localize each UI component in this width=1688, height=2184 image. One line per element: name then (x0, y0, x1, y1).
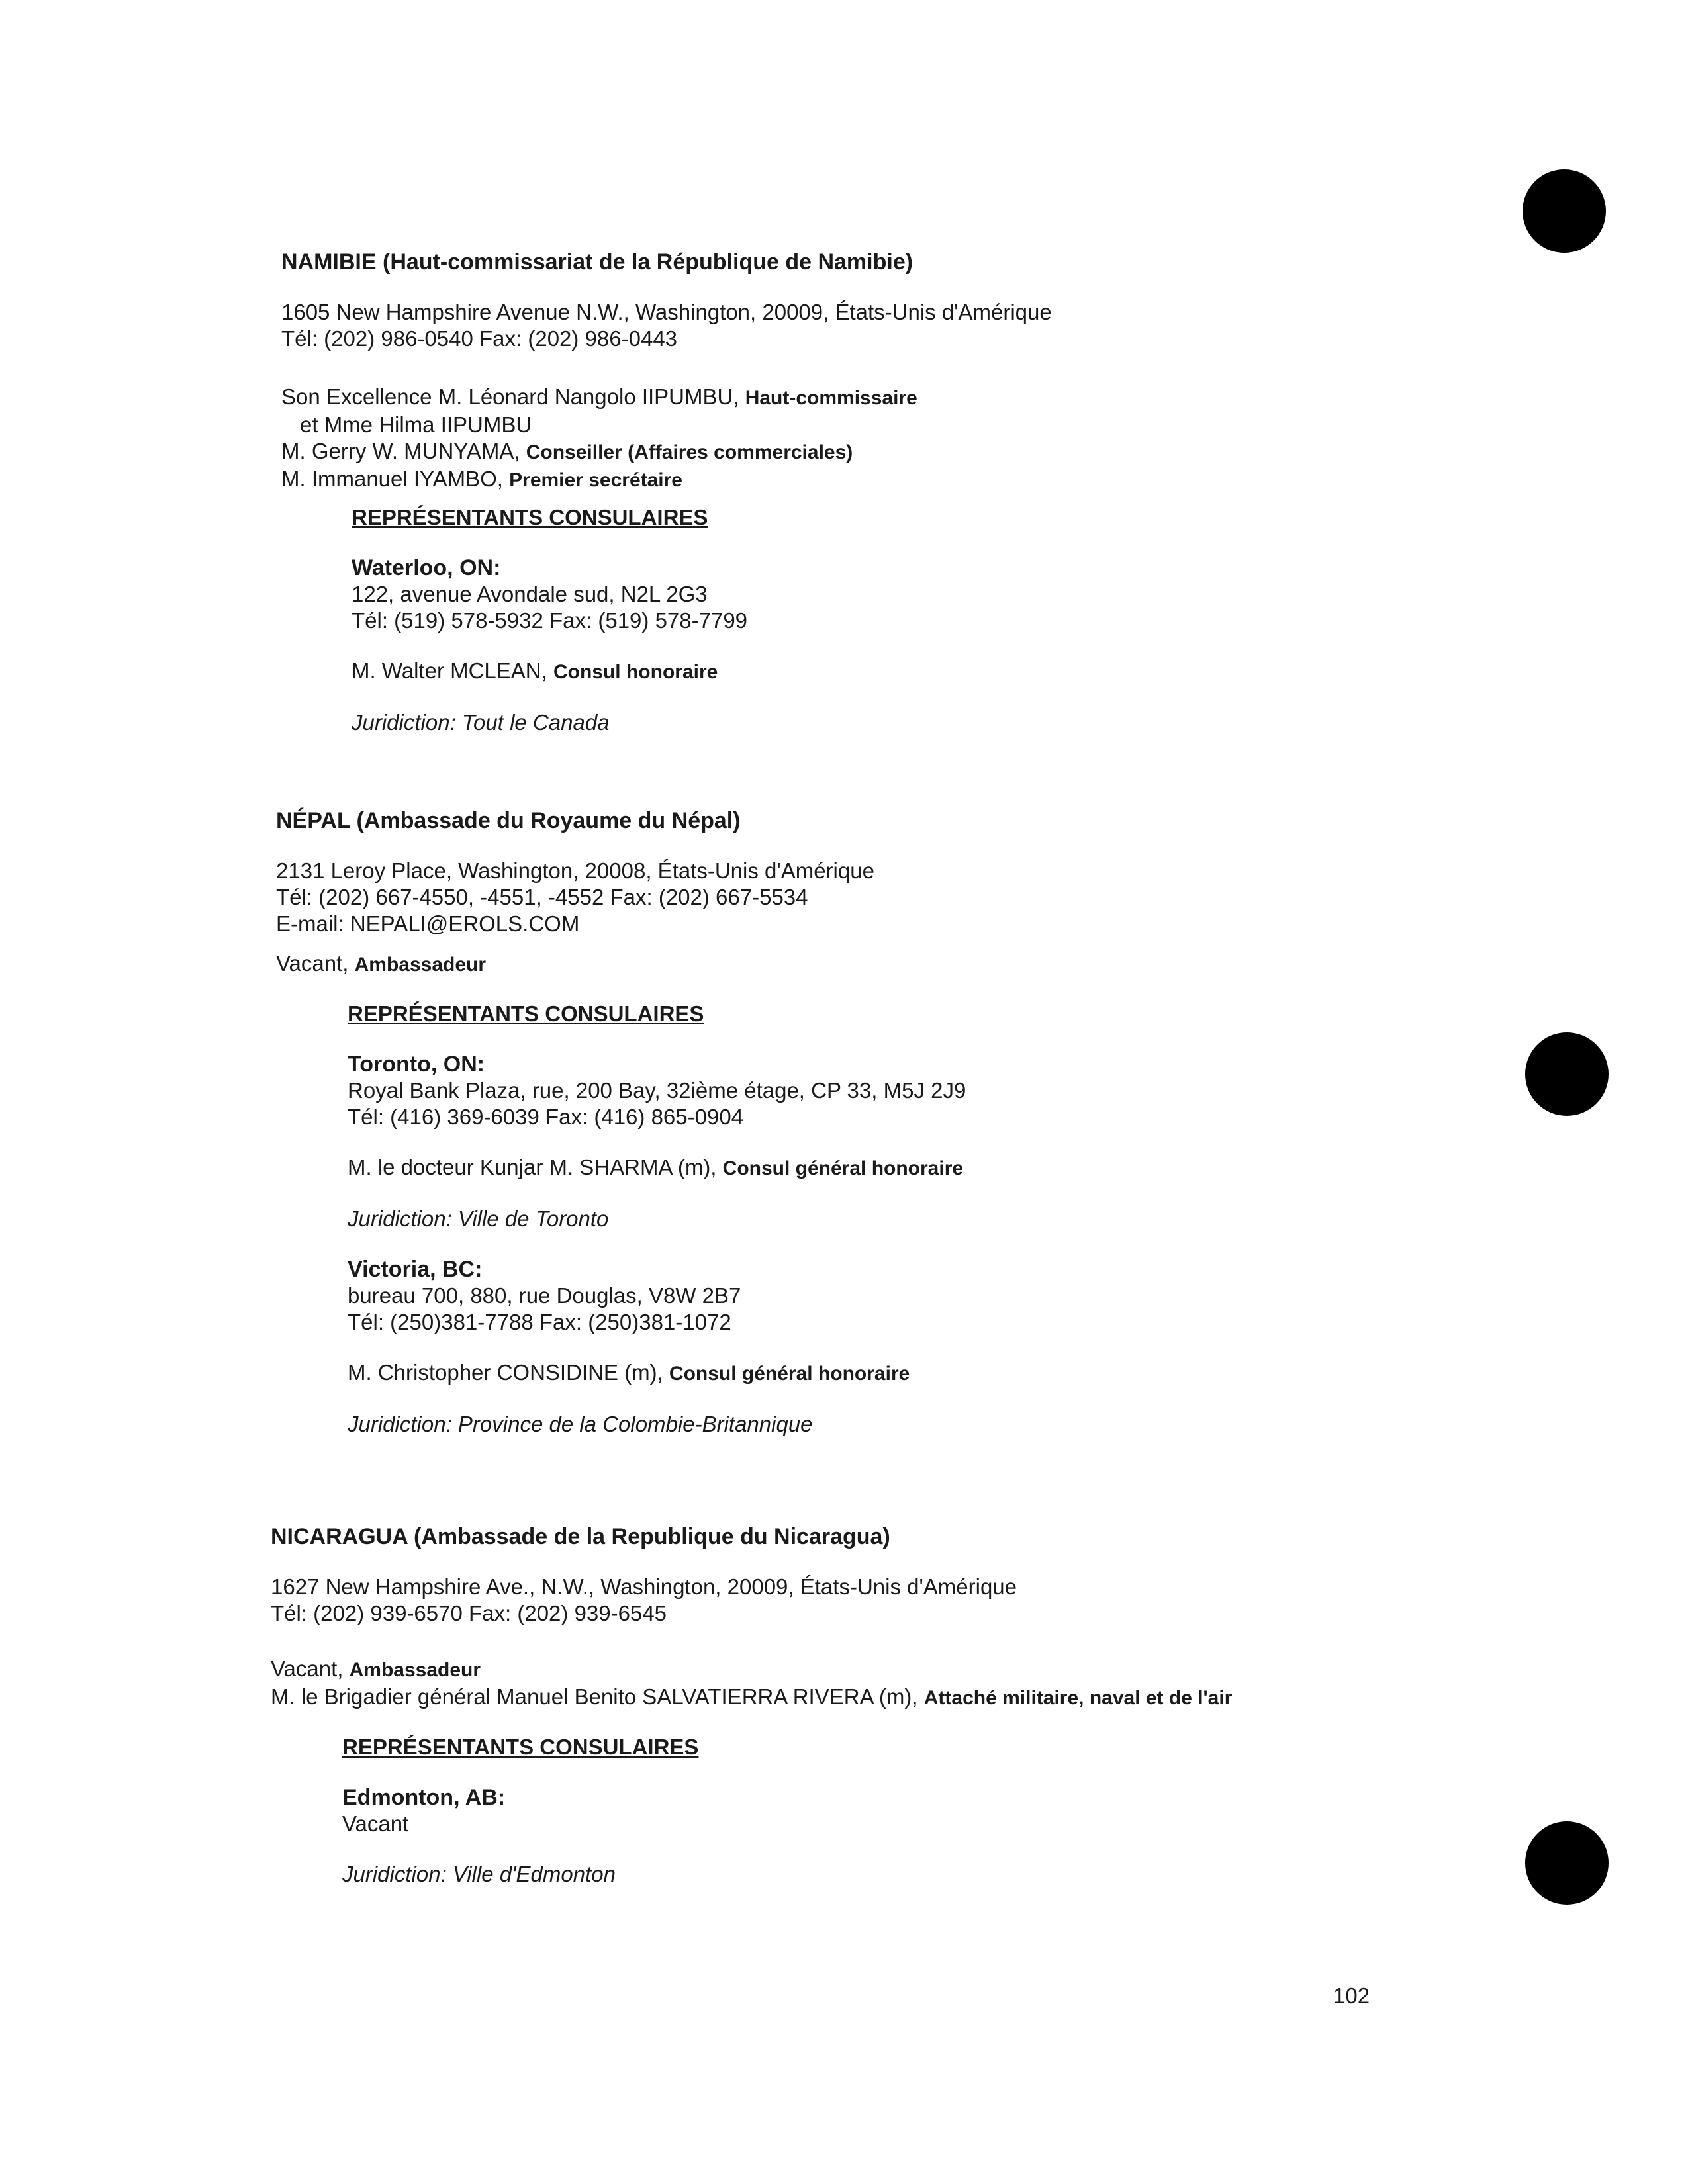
staff-title: Haut-commissaire (745, 387, 917, 409)
consular-section-namibie (352, 504, 747, 736)
consulate-jurisdiction: Juridiction: Province de la Colombie-Britannique (348, 1412, 813, 1436)
staff-line (271, 1684, 1232, 1711)
entry-phone: Tél: (202) 667-4550, -4551, -4552 Fax: (202) 667-5534 (276, 885, 808, 909)
entry-email: E-mail: NEPALI@EROLS.COM (276, 911, 580, 936)
staff-title: Conseiller (Affaires commerciales) (526, 441, 853, 463)
staff-line (281, 438, 1052, 466)
consulate-phone: Tél: (519) 578-5932 Fax: (519) 578-7799 (352, 608, 748, 633)
staff-name: Son Excellence M. Léonard Nangolo IIPUMBU, (281, 385, 739, 409)
staff-line (271, 1656, 1232, 1684)
consulate-city: Victoria, BC: (348, 1257, 483, 1282)
consulate-phone: Tél: (416) 369-6039 Fax: (416) 865-0904 (348, 1105, 744, 1129)
consulate-address: bureau 700, 880, rue Douglas, V8W 2B7 (348, 1283, 741, 1308)
staff-line (281, 466, 1052, 494)
entry-header: NICARAGUA (Ambassade de la Republique du Nicaragua) (271, 1524, 890, 1549)
staff-name: Vacant, (276, 951, 349, 976)
consulate-address: Royal Bank Plaza, rue, 200 Bay, 32ième étage, CP 33, M5J 2J9 (348, 1078, 966, 1103)
staff-line (281, 384, 1052, 412)
consulate-jurisdiction: Juridiction: Tout le Canada (352, 710, 610, 735)
staff-title: Attaché militaire, naval et de l'air (923, 1687, 1233, 1709)
consulate-city: Toronto, ON: (348, 1052, 485, 1077)
staff-name: M. Immanuel IYAMBO, (281, 467, 503, 491)
consular-section-nepal (348, 1001, 966, 1437)
person-name: M. Walter MCLEAN, (352, 659, 547, 683)
consulate-city: Edmonton, AB: (342, 1785, 506, 1810)
punch-hole-middle (1525, 1032, 1609, 1116)
entry-address: 1605 New Hampshire Avenue N.W., Washington, 20009, États-Unis d'Amérique (281, 300, 1052, 324)
staff-line (281, 412, 1052, 438)
consular-heading: REPRÉSENTANTS CONSULAIRES (348, 1001, 704, 1026)
staff-title: Premier secrétaire (509, 469, 682, 491)
consular-heading: REPRÉSENTANTS CONSULAIRES (352, 505, 708, 529)
entry-namibie (281, 249, 1052, 494)
staff-name: et Mme Hilma IIPUMBU (300, 412, 532, 437)
consulate-person (348, 1154, 966, 1182)
staff-name: M. le Brigadier général Manuel Benito SALVATIERRA RIVERA (m), (271, 1684, 918, 1709)
person-title: Consul honoraire (553, 661, 718, 683)
person-name: M. Christopher CONSIDINE (m), (348, 1360, 663, 1385)
entry-header: NAMIBIE (Haut-commissariat de la République de Namibie) (281, 250, 914, 275)
consulate-jurisdiction: Juridiction: Ville de Toronto (348, 1206, 609, 1231)
entry-header: NÉPAL (Ambassade du Royaume du Népal) (276, 808, 741, 833)
consular-section-nicaragua (342, 1734, 698, 1888)
staff-name: M. Gerry W. MUNYAMA, (281, 439, 520, 463)
staff-title: Ambassadeur (354, 954, 487, 976)
entry-phone: Tél: (202) 986-0540 Fax: (202) 986-0443 (281, 326, 678, 351)
entry-address: 1627 New Hampshire Ave., N.W., Washington, 20009, États-Unis d'Amérique (271, 1574, 1017, 1599)
entry-nepal (276, 807, 874, 978)
consulate-jurisdiction: Juridiction: Ville d'Edmonton (342, 1862, 616, 1886)
punch-hole-bottom (1525, 1821, 1609, 1905)
staff-line (276, 950, 874, 978)
entry-address: 2131 Leroy Place, Washington, 20008, États-Unis d'Amérique (276, 858, 874, 883)
staff-name: Vacant, (271, 1657, 344, 1681)
person-name: M. le docteur Kunjar M. SHARMA (m), (348, 1155, 717, 1179)
consulate-person (348, 1359, 966, 1387)
consulate-address: 122, avenue Avondale sud, N2L 2G3 (352, 582, 708, 606)
punch-hole-top (1523, 169, 1606, 253)
person-title: Consul général honoraire (722, 1158, 964, 1179)
entry-nicaragua (271, 1524, 1232, 1711)
page-number: 102 (1333, 1983, 1370, 2008)
consulate-city: Waterloo, ON: (352, 555, 501, 580)
staff-title: Ambassadeur (349, 1659, 481, 1681)
consular-heading: REPRÉSENTANTS CONSULAIRES (342, 1735, 699, 1759)
consulate-phone: Tél: (250)381-7788 Fax: (250)381-1072 (348, 1310, 731, 1334)
consulate-address: Vacant (342, 1811, 409, 1836)
person-title: Consul général honoraire (669, 1363, 910, 1385)
entry-phone: Tél: (202) 939-6570 Fax: (202) 939-6545 (271, 1601, 667, 1625)
consulate-person (352, 658, 747, 686)
